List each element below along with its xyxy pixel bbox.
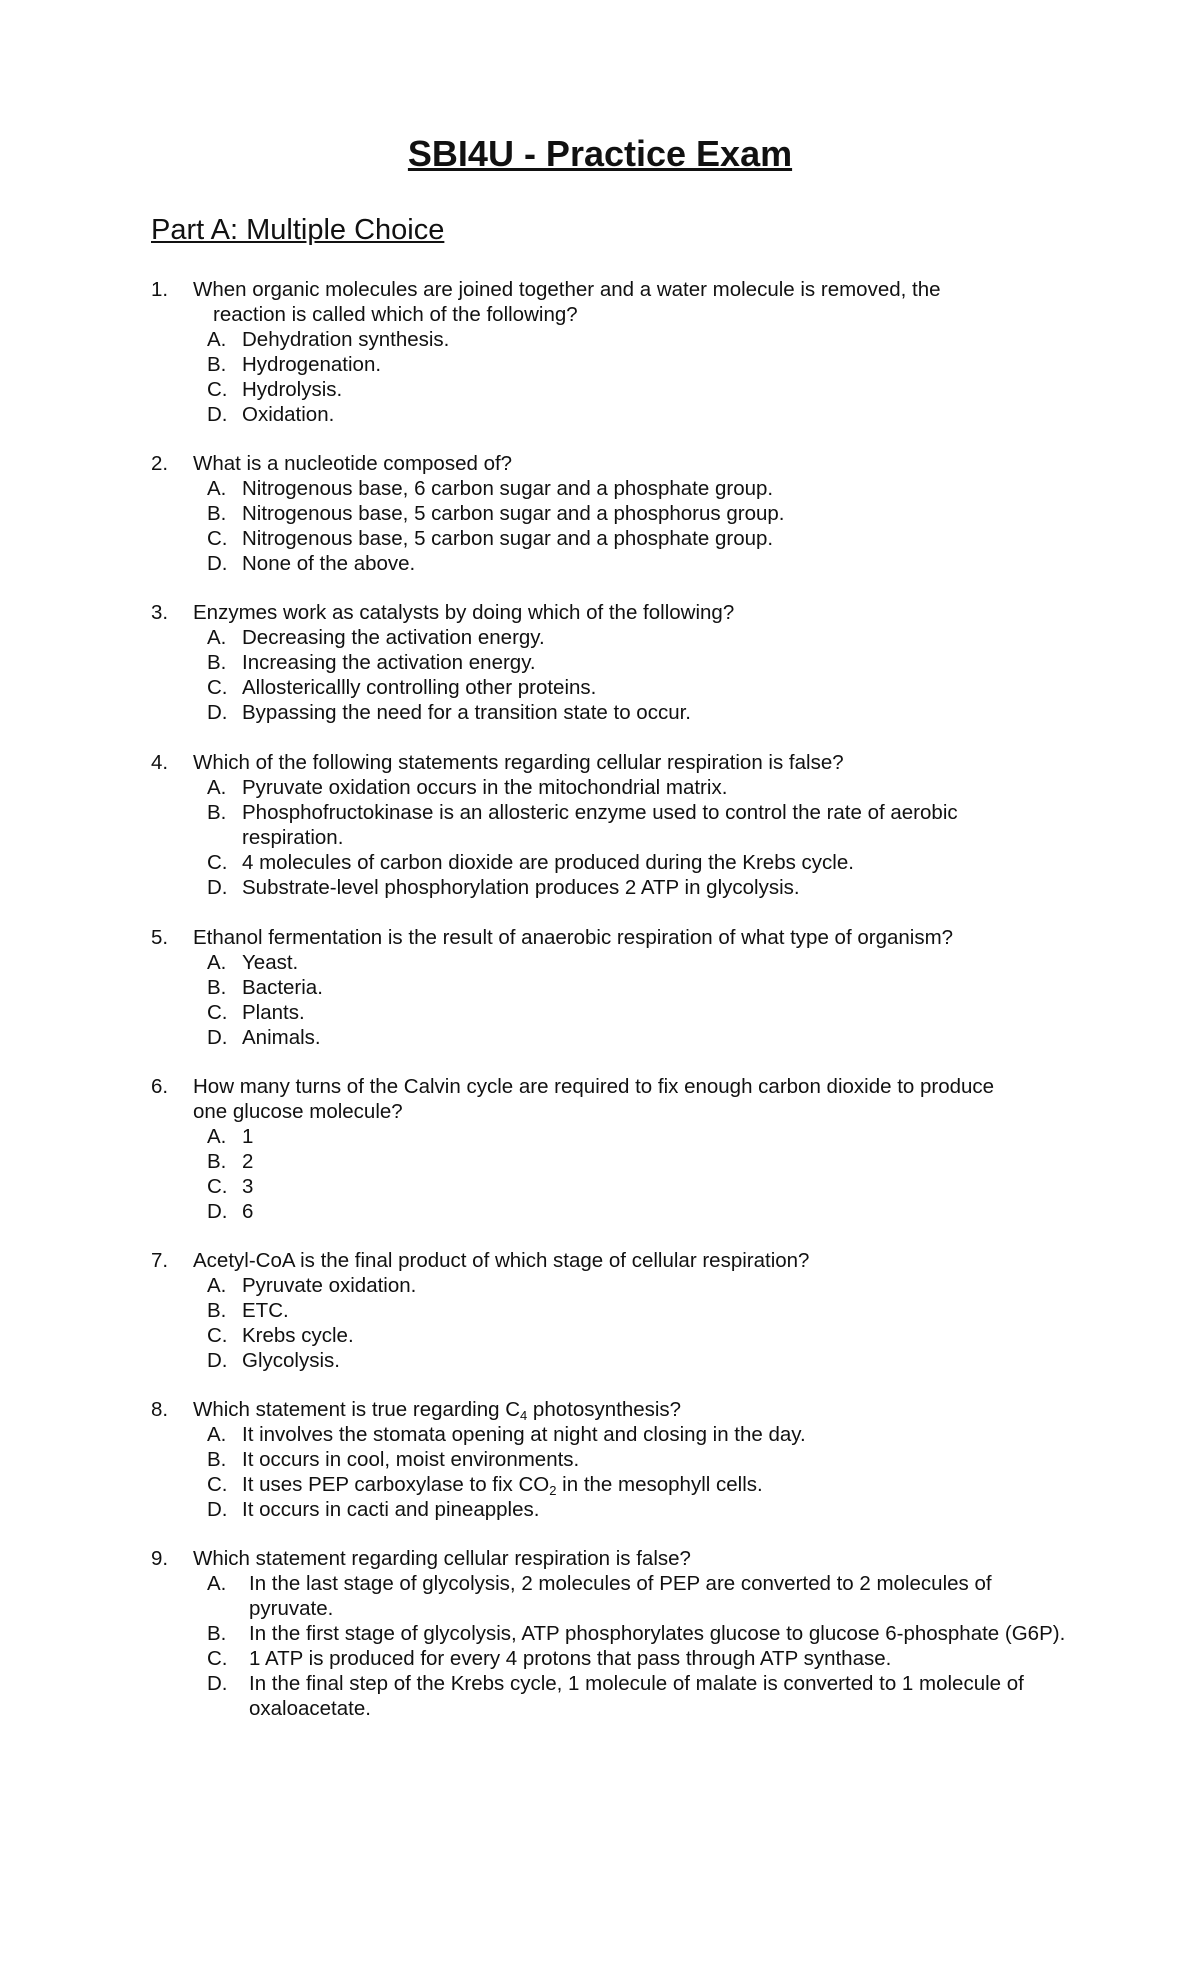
option-text: Glycolysis. bbox=[242, 1349, 340, 1372]
option-a bbox=[151, 775, 1071, 800]
option-b bbox=[151, 352, 1071, 377]
question-number: 8. bbox=[151, 1398, 169, 1421]
option-text: In the first stage of glycolysis, ATP phosphorylates glucose to glucose 6-phosphate (G6P). bbox=[249, 1622, 1066, 1645]
question-4 bbox=[151, 750, 1071, 900]
question-text: Which statement regarding cellular respiration is false? bbox=[193, 1547, 691, 1570]
option-letter: A. bbox=[207, 1572, 227, 1595]
option-letter: B. bbox=[207, 801, 227, 824]
option-letter: A. bbox=[207, 477, 227, 500]
option-letter: D. bbox=[207, 403, 228, 426]
option-b bbox=[151, 1447, 1071, 1472]
option-letter: D. bbox=[207, 1672, 228, 1695]
question-5 bbox=[151, 925, 1071, 1050]
question-stem bbox=[151, 1546, 1071, 1571]
question-number: 5. bbox=[151, 926, 169, 949]
option-d bbox=[151, 1199, 1071, 1224]
option-b bbox=[151, 1621, 1071, 1646]
question-8 bbox=[151, 1397, 1071, 1522]
question-text: Ethanol fermentation is the result of anaerobic respiration of what type of organism? bbox=[193, 926, 954, 949]
option-text: It occurs in cool, moist environments. bbox=[242, 1448, 580, 1471]
question-stem bbox=[151, 1074, 1071, 1124]
option-a bbox=[151, 1571, 1071, 1621]
question-text: How many turns of the Calvin cycle are required to fix enough carbon dioxide to produce bbox=[193, 1075, 995, 1098]
option-list bbox=[151, 1571, 1071, 1721]
option-letter: D. bbox=[207, 1349, 228, 1372]
question-number: 7. bbox=[151, 1249, 169, 1272]
option-letter: B. bbox=[207, 1448, 227, 1471]
option-text: Nitrogenous base, 6 carbon sugar and a phosphate group. bbox=[242, 477, 774, 500]
option-letter: A. bbox=[207, 1125, 227, 1148]
option-text: 4 molecules of carbon dioxide are produced during the Krebs cycle. bbox=[242, 851, 854, 874]
option-text: Decreasing the activation energy. bbox=[242, 626, 545, 649]
option-d bbox=[151, 700, 1071, 725]
option-letter: C. bbox=[207, 1647, 228, 1670]
option-c bbox=[151, 1000, 1071, 1025]
question-2 bbox=[151, 451, 1071, 576]
option-list bbox=[151, 327, 1071, 427]
option-text: 6 bbox=[242, 1200, 254, 1223]
option-d bbox=[151, 1497, 1071, 1522]
option-list bbox=[151, 625, 1071, 725]
question-text bbox=[193, 1397, 1071, 1422]
option-b bbox=[151, 1149, 1071, 1174]
option-text: Nitrogenous base, 5 carbon sugar and a phosphorus group. bbox=[242, 502, 785, 525]
option-letter: D. bbox=[207, 876, 228, 899]
question-stem bbox=[151, 925, 1071, 950]
option-letter: C. bbox=[207, 676, 228, 699]
option-text: 2 bbox=[242, 1150, 254, 1173]
option-text bbox=[242, 1473, 763, 1496]
option-text-part: It uses PEP carboxylase to fix CO bbox=[242, 1473, 550, 1496]
option-d bbox=[151, 551, 1071, 576]
question-number: 9. bbox=[151, 1547, 169, 1570]
option-text: Substrate-level phosphorylation produces 2 ATP in glycolysis. bbox=[242, 876, 800, 899]
option-letter: B. bbox=[207, 976, 227, 999]
option-text: In the final step of the Krebs cycle, 1 molecule of malate is converted to 1 molecule of oxaloacetate. bbox=[249, 1672, 1024, 1720]
option-a bbox=[151, 625, 1071, 650]
option-list bbox=[151, 476, 1071, 576]
option-letter: C. bbox=[207, 1473, 228, 1496]
option-letter: A. bbox=[207, 1423, 227, 1446]
question-number: 6. bbox=[151, 1075, 169, 1098]
question-7 bbox=[151, 1248, 1071, 1373]
option-text: Animals. bbox=[242, 1026, 321, 1049]
subscript: 4 bbox=[520, 1408, 528, 1423]
question-stem bbox=[151, 451, 1071, 476]
question-9 bbox=[151, 1546, 1071, 1721]
option-a bbox=[151, 1124, 1071, 1149]
part-heading: Part A: Multiple Choice bbox=[151, 214, 445, 246]
option-text: Allostericallly controlling other proteins. bbox=[242, 676, 597, 699]
option-text: Pyruvate oxidation. bbox=[242, 1274, 417, 1297]
option-letter: C. bbox=[207, 1001, 228, 1024]
option-a bbox=[151, 1422, 1071, 1447]
option-letter: D. bbox=[207, 1200, 228, 1223]
option-letter: C. bbox=[207, 378, 228, 401]
option-c bbox=[151, 526, 1071, 551]
option-letter: D. bbox=[207, 552, 228, 575]
question-text: Acetyl-CoA is the final product of which stage of cellular respiration? bbox=[193, 1249, 810, 1272]
question-number: 1. bbox=[151, 278, 169, 301]
option-list bbox=[151, 1124, 1071, 1224]
option-c bbox=[151, 1174, 1071, 1199]
option-list bbox=[151, 775, 1071, 900]
question-1 bbox=[151, 277, 1071, 427]
question-text-part: Which statement is true regarding C bbox=[193, 1398, 520, 1421]
question-text: When organic molecules are joined together and a water molecule is removed, the bbox=[193, 278, 941, 301]
option-d bbox=[151, 875, 1071, 900]
question-text-cont: reaction is called which of the following? bbox=[213, 303, 578, 326]
option-letter: B. bbox=[207, 1150, 227, 1173]
option-list bbox=[151, 1273, 1071, 1373]
option-letter: A. bbox=[207, 1274, 227, 1297]
question-text: What is a nucleotide composed of? bbox=[193, 452, 513, 475]
option-c bbox=[151, 1646, 1071, 1671]
option-text-part: in the mesophyll cells. bbox=[556, 1473, 763, 1496]
option-b bbox=[151, 800, 1071, 850]
option-text: Yeast. bbox=[242, 951, 299, 974]
option-d bbox=[151, 1348, 1071, 1373]
question-number: 3. bbox=[151, 601, 169, 624]
option-text: Dehydration synthesis. bbox=[242, 328, 450, 351]
option-letter: D. bbox=[207, 701, 228, 724]
page-title: SBI4U - Practice Exam bbox=[407, 133, 793, 174]
option-text: Plants. bbox=[242, 1001, 305, 1024]
question-stem bbox=[151, 277, 1071, 327]
option-text: 1 ATP is produced for every 4 protons that pass through ATP synthase. bbox=[249, 1647, 892, 1670]
option-letter: D. bbox=[207, 1026, 228, 1049]
option-b bbox=[151, 1298, 1071, 1323]
question-number: 4. bbox=[151, 751, 169, 774]
option-text: Pyruvate oxidation occurs in the mitochondrial matrix. bbox=[242, 776, 728, 799]
option-a bbox=[151, 327, 1071, 352]
option-letter: B. bbox=[207, 1622, 227, 1645]
option-text: In the last stage of glycolysis, 2 molecules of PEP are converted to 2 molecules of pyruvate. bbox=[249, 1572, 992, 1620]
question-text-cont: one glucose molecule? bbox=[193, 1100, 403, 1123]
option-letter: C. bbox=[207, 851, 228, 874]
question-text: Enzymes work as catalysts by doing which of the following? bbox=[193, 601, 735, 624]
subscript: 2 bbox=[549, 1483, 557, 1498]
option-letter: A. bbox=[207, 776, 227, 799]
option-letter: C. bbox=[207, 527, 228, 550]
option-text: Nitrogenous base, 5 carbon sugar and a phosphate group. bbox=[242, 527, 774, 550]
option-text: Increasing the activation energy. bbox=[242, 651, 536, 674]
option-letter: B. bbox=[207, 651, 227, 674]
option-text: ETC. bbox=[242, 1299, 289, 1322]
option-letter: B. bbox=[207, 353, 227, 376]
option-d bbox=[151, 1025, 1071, 1050]
option-letter: A. bbox=[207, 328, 227, 351]
option-list bbox=[151, 950, 1071, 1050]
option-b bbox=[151, 650, 1071, 675]
option-c bbox=[151, 377, 1071, 402]
option-text: Oxidation. bbox=[242, 403, 335, 426]
option-letter: A. bbox=[207, 626, 227, 649]
question-text-part: photosynthesis? bbox=[527, 1398, 682, 1421]
option-letter: A. bbox=[207, 951, 227, 974]
option-a bbox=[151, 950, 1071, 975]
option-text: Hydrogenation. bbox=[242, 353, 382, 376]
option-letter: C. bbox=[207, 1175, 228, 1198]
question-stem bbox=[151, 750, 1071, 775]
option-letter: B. bbox=[207, 1299, 227, 1322]
question-stem bbox=[151, 1248, 1071, 1273]
option-text: Hydrolysis. bbox=[242, 378, 343, 401]
option-d bbox=[151, 1671, 1071, 1721]
question-stem bbox=[151, 1397, 1071, 1422]
question-number: 2. bbox=[151, 452, 169, 475]
option-text: It involves the stomata opening at night and closing in the day. bbox=[242, 1423, 806, 1446]
question-6 bbox=[151, 1074, 1071, 1224]
option-text: None of the above. bbox=[242, 552, 416, 575]
question-text: Which of the following statements regarding cellular respiration is false? bbox=[193, 751, 844, 774]
option-text: 3 bbox=[242, 1175, 254, 1198]
option-text: It occurs in cacti and pineapples. bbox=[242, 1498, 540, 1521]
option-b bbox=[151, 501, 1071, 526]
option-b bbox=[151, 975, 1071, 1000]
option-d bbox=[151, 402, 1071, 427]
option-text: Phosphofructokinase is an allosteric enzyme used to control the rate of aerobic respiration. bbox=[242, 801, 958, 849]
question-3 bbox=[151, 600, 1071, 725]
option-c bbox=[151, 1472, 1071, 1497]
option-text: 1 bbox=[242, 1125, 254, 1148]
question-stem bbox=[151, 600, 1071, 625]
option-letter: C. bbox=[207, 1324, 228, 1347]
option-text: Krebs cycle. bbox=[242, 1324, 354, 1347]
option-list bbox=[151, 1422, 1071, 1522]
option-a bbox=[151, 476, 1071, 501]
option-c bbox=[151, 675, 1071, 700]
option-letter: D. bbox=[207, 1498, 228, 1521]
option-a bbox=[151, 1273, 1071, 1298]
option-text: Bypassing the need for a transition state to occur. bbox=[242, 701, 691, 724]
option-letter: B. bbox=[207, 502, 227, 525]
option-c bbox=[151, 1323, 1071, 1348]
option-c bbox=[151, 850, 1071, 875]
option-text: Bacteria. bbox=[242, 976, 323, 999]
